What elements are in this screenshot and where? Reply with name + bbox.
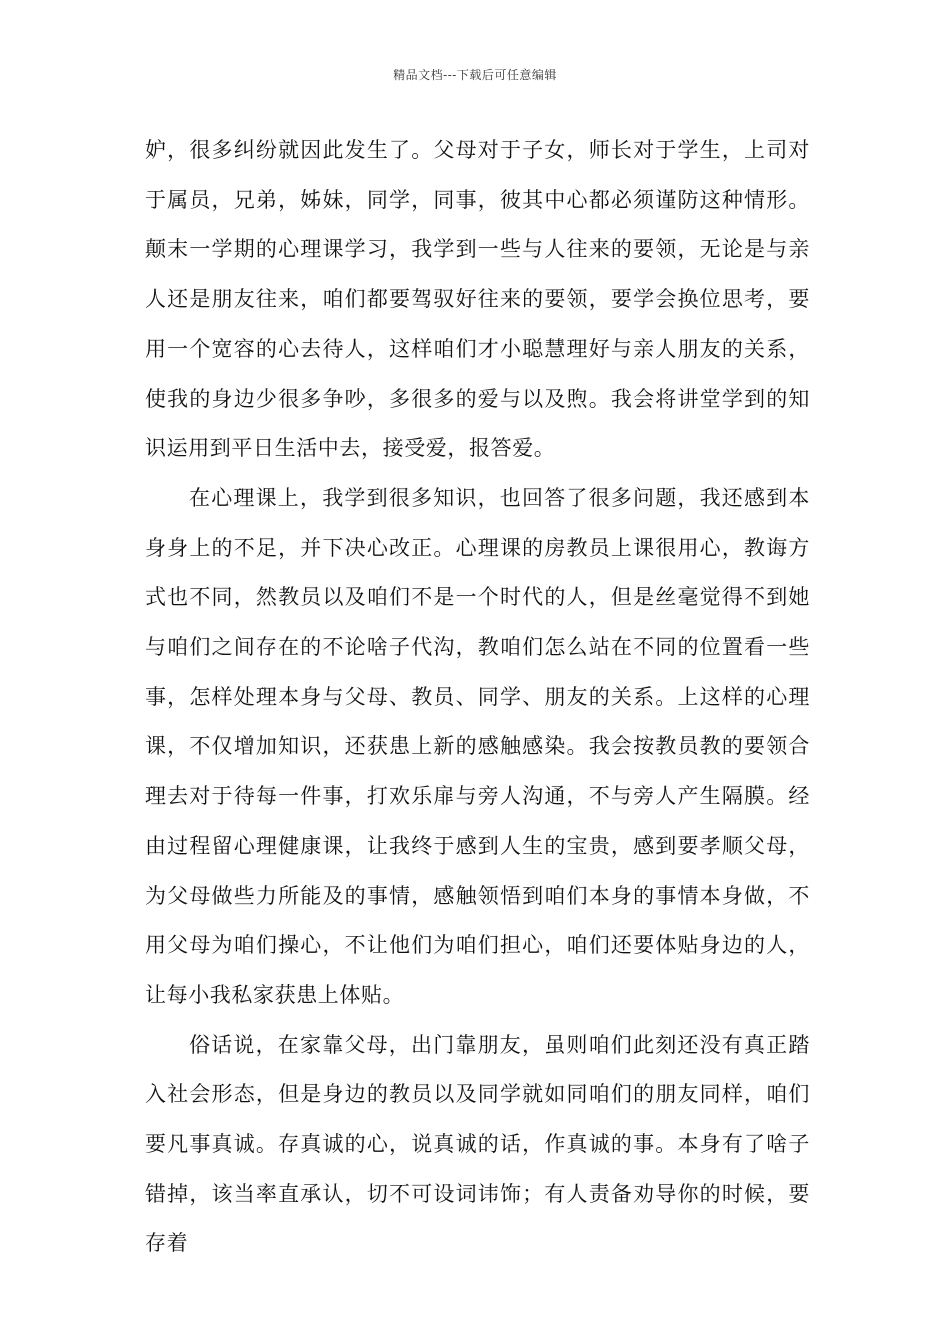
- paragraph-2: 在心理课上，我学到很多知识，也回答了很多问题，我还感到本身身上的不足，并下决心改正。心理课的房教员上课很用心，教诲方式也不同，然教员以及咱们不是一个时代的人，但是丝毫觉得不到她与咱们之间存在的不论啥子代沟，教咱们怎么站在不同的位置看一些事，怎样处理本身与父母、教员、同学、朋友的关系。上这样的心理课，不仅增加知识，还获患上新的感触感染。我会按教员教的要领合理去对于待每一件事，打欢乐扉与旁人沟通，不与旁人产生隔膜。经由过程留心理健康课，让我终于感到人生的宝贵，感到要孝顺父母，为父母做些力所能及的事情，感触领悟到咱们本身的事情本身做，不用父母为咱们操心，不让他们为咱们担心，咱们还要体贴身边的人，让每小我私家获患上体贴。: [145, 485, 810, 1007]
- paragraph-1: 妒，很多纠纷就因此发生了。父母对于子女，师长对于学生，上司对于属员，兄弟，姊妹，同学，同事，彼其中心都必须谨防这种情形。颠末一学期的心理课学习，我学到一些与人往来的要领，无论是与亲人还是朋友往来，咱们都要驾驭好往来的要领，要学会换位思考，要用一个宽容的心去待人，这样咱们才小聪慧理好与亲人朋友的关系，使我的身边少很多争吵，多很多的爱与以及煦。我会将讲堂学到的知识运用到平日生活中去，接受爱，报答爱。: [145, 138, 810, 461]
- document-body: [145, 126, 810, 1269]
- paragraph-3: 俗话说，在家靠父母，出门靠朋友，虽则咱们此刻还没有真正踏入社会形态，但是身边的教员以及同学就如同咱们的朋友同样，咱们要凡事真诚。存真诚的心，说真诚的话，作真诚的事。本身有了啥子错掉，该当率直承认，切不可设词讳饰；有人责备劝导你的时候，要存着: [145, 1032, 810, 1256]
- page-header: 精品文档---下载后可任意编辑: [393, 68, 557, 82]
